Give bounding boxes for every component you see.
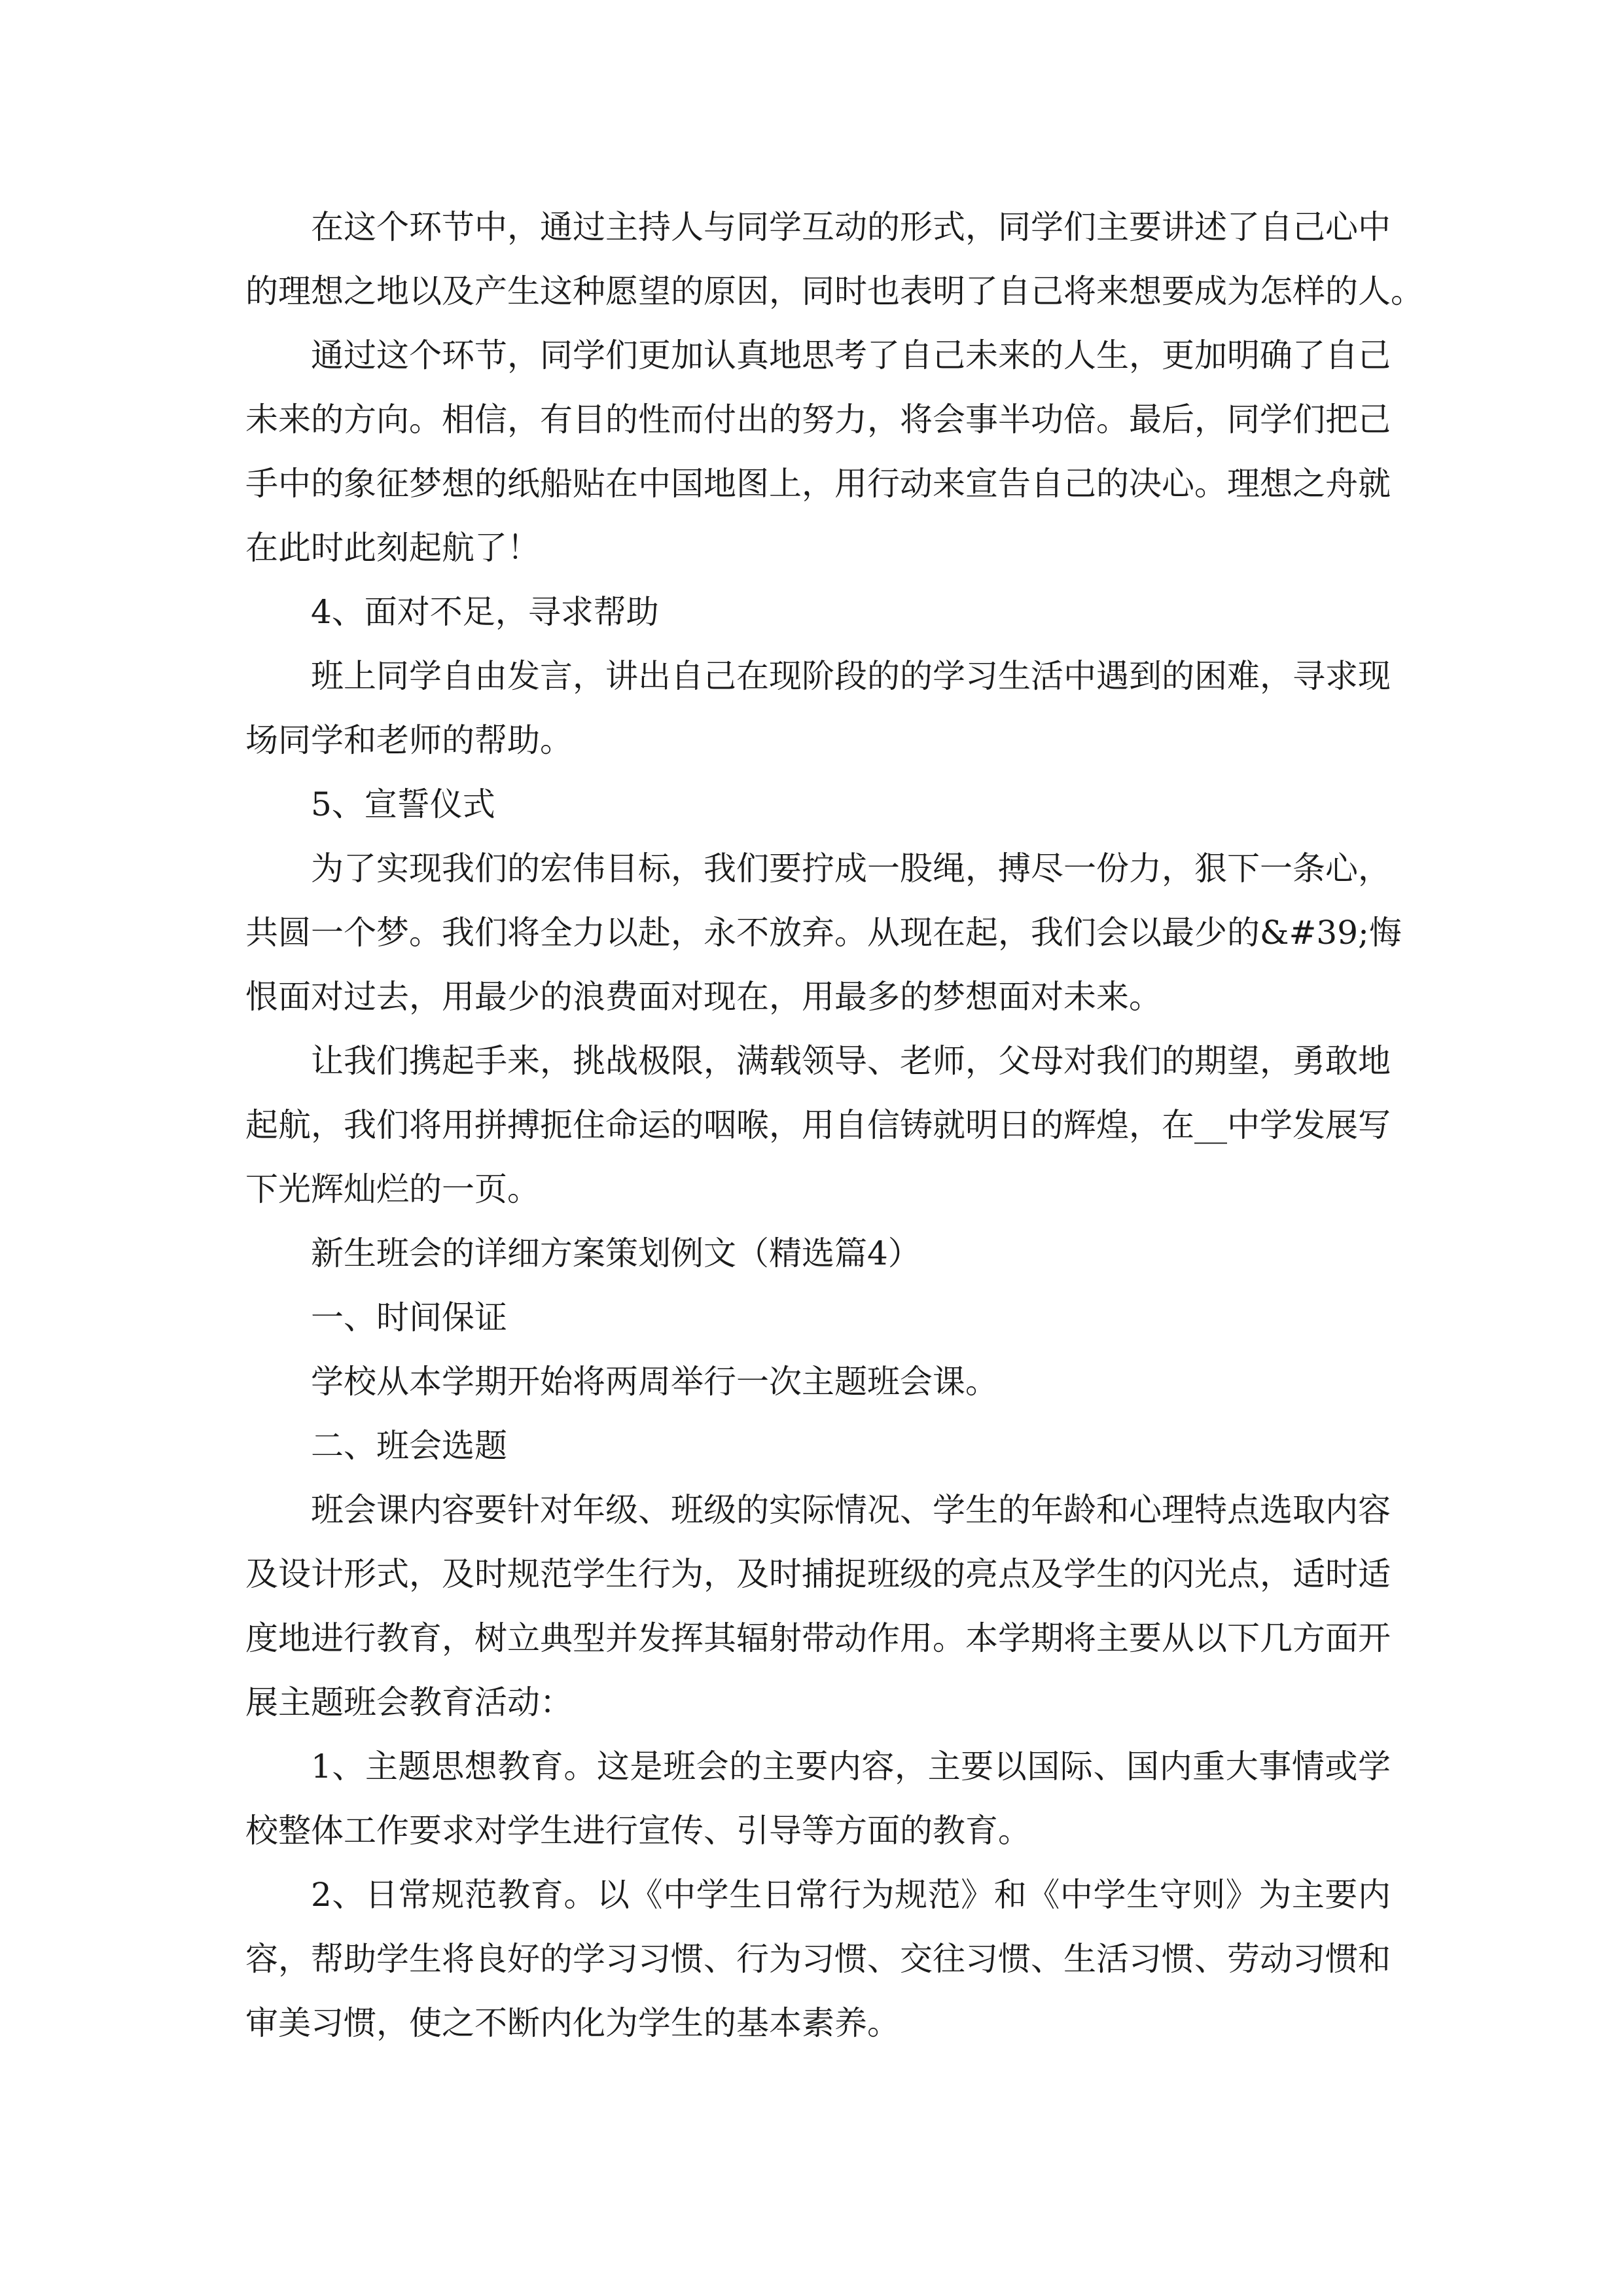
section-heading: 4、面对不足，寻求帮助 bbox=[311, 593, 659, 631]
section-heading: 一、时间保证 bbox=[311, 1299, 507, 1336]
document-body bbox=[245, 195, 1423, 2055]
paragraph-line: 展主题班会教育活动： bbox=[245, 1683, 573, 1721]
paragraph-line: 恨面对过去，用最少的浪费面对现在，用最多的梦想面对未来。 bbox=[245, 978, 1162, 1016]
paragraph-line: 校整体工作要求对学生进行宣传、引导等方面的教育。 bbox=[245, 1812, 1031, 1850]
paragraph-line: 的理想之地以及产生这种愿望的原因，同时也表明了自己将来想要成为怎样的人。 bbox=[245, 272, 1423, 310]
paragraph-line: 让我们携起手来，挑战极限，满载领导、老师，父母对我们的期望，勇敢地 bbox=[311, 1042, 1391, 1080]
paragraph-line: 场同学和老师的帮助。 bbox=[245, 721, 573, 759]
paragraph-line: 班会课内容要针对年级、班级的实际情况、学生的年龄和心理特点选取内容 bbox=[311, 1491, 1391, 1529]
paragraph-line: 班上同学自由发言，讲出自己在现阶段的的学习生活中遇到的困难，寻求现 bbox=[311, 657, 1391, 695]
paragraph-line: 手中的象征梦想的纸船贴在中国地图上，用行动来宣告自己的决心。理想之舟就 bbox=[245, 465, 1391, 503]
paragraph-line: 审美习惯，使之不断内化为学生的基本素养。 bbox=[245, 2004, 900, 2042]
paragraph-line: 度地进行教育，树立典型并发挥其辐射带动作用。本学期将主要从以下几方面开 bbox=[245, 1619, 1391, 1657]
section-heading: 二、班会选题 bbox=[311, 1427, 507, 1465]
paragraph-line: 学校从本学期开始将两周举行一次主题班会课。 bbox=[311, 1363, 998, 1401]
paragraph-line: 未来的方向。相信，有目的性而付出的努力，将会事半功倍。最后，同学们把己 bbox=[245, 401, 1391, 439]
paragraph-line: 通过这个环节，同学们更加认真地思考了自己未来的人生，更加明确了自己 bbox=[311, 336, 1391, 374]
paragraph-line: 下光辉灿烂的一页。 bbox=[245, 1170, 540, 1208]
paragraph-line: 在此时此刻起航了！ bbox=[245, 529, 540, 567]
article-title: 新生班会的详细方案策划例文（精选篇4） bbox=[311, 1234, 921, 1272]
paragraph-line: 在这个环节中，通过主持人与同学互动的形式，同学们主要讲述了自己心中 bbox=[311, 208, 1391, 246]
paragraph-line: 容，帮助学生将良好的学习习惯、行为习惯、交往习惯、生活习惯、劳动习惯和 bbox=[245, 1940, 1391, 1978]
section-heading: 5、宣誓仪式 bbox=[311, 785, 495, 823]
paragraph-line: 为了实现我们的宏伟目标，我们要拧成一股绳，搏尽一份力，狠下一条心， bbox=[311, 850, 1391, 888]
paragraph-line: 起航，我们将用拼搏扼住命运的咽喉，用自信铸就明日的辉煌，在__中学发展写 bbox=[245, 1106, 1391, 1144]
paragraph-line: 1、主题思想教育。这是班会的主要内容，主要以国际、国内重大事情或学 bbox=[311, 1748, 1391, 1785]
paragraph-line: 2、日常规范教育。以《中学生日常行为规范》和《中学生守则》为主要内 bbox=[311, 1876, 1391, 1914]
paragraph-line: 及设计形式，及时规范学生行为，及时捕捉班级的亮点及学生的闪光点，适时适 bbox=[245, 1555, 1391, 1593]
paragraph-line: 共圆一个梦。我们将全力以赴，永不放弃。从现在起，我们会以最少的&#39;悔 bbox=[245, 914, 1402, 952]
